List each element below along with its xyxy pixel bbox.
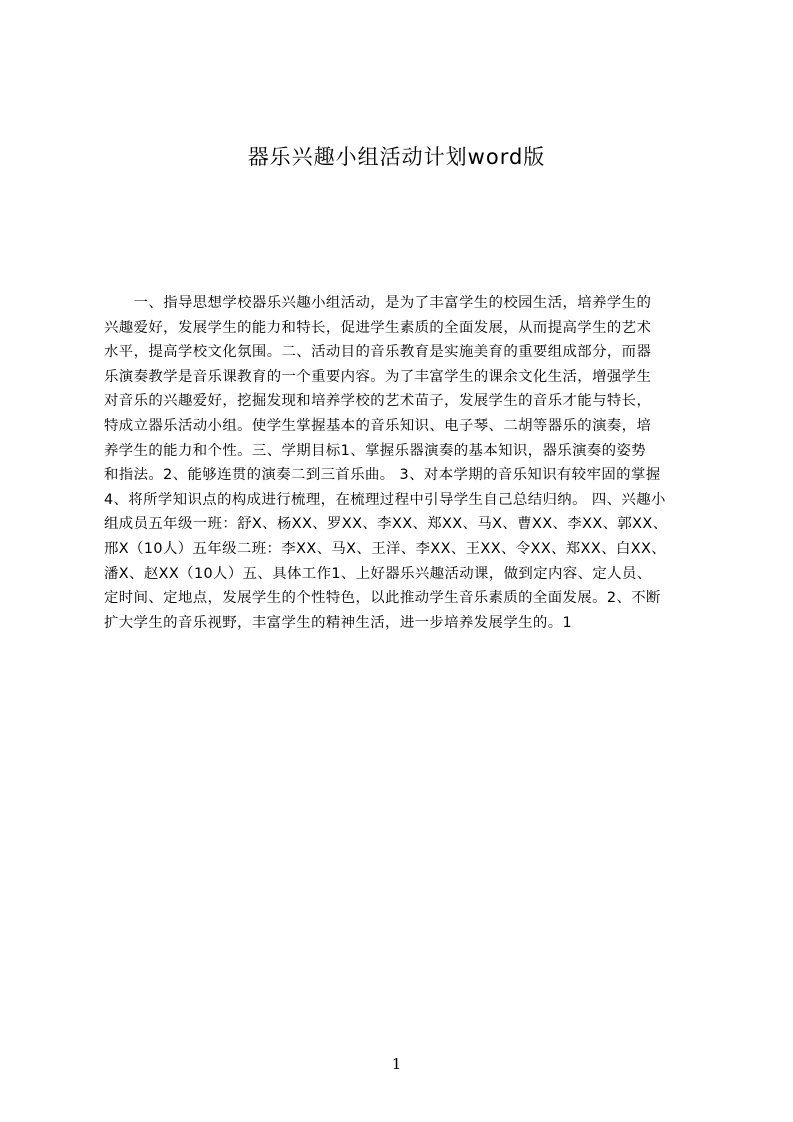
- body-line: 兴趣爱好，发展学生的能力和特长，促进学生素质的全面发展，从而提高学生的艺术: [104, 319, 652, 336]
- document-body: [104, 291, 696, 635]
- body-line: 邢X（10人）五年级二班：李XX、马X、王洋、李XX、王XX、令XX、郑XX、白XX、: [104, 540, 667, 557]
- body-line: 一、指导思想学校器乐兴趣小组活动，是为了丰富学生的校园生活，培养学生的: [104, 295, 652, 311]
- body-line: 特成立器乐活动小组。使学生掌握基本的音乐知识、电子琴、二胡等器乐的演奏，培: [104, 417, 652, 434]
- body-line: 4、将所学知识点的构成进行梳理，在梳理过程中引导学生自己总结归纳。 四、兴趣小: [104, 491, 666, 508]
- body-line: 乐演奏教学是音乐课教育的一个重要内容。为了丰富学生的课余文化生活，增强学生: [104, 368, 652, 385]
- body-line: 养学生的能力和个性。三、学期目标1、掌握乐器演奏的基本知识，器乐演奏的姿势: [104, 442, 647, 459]
- body-line: 组成员五年级一班：舒X、杨XX、罗XX、李XX、郑XX、马X、曹XX、李XX、郭XX、: [104, 516, 668, 533]
- page-number: 1: [391, 1055, 402, 1073]
- body-line: 水平，提高学校文化氛围。二、活动目的音乐教育是实施美育的重要组成部分，而器: [104, 344, 652, 361]
- body-line: 对音乐的兴趣爱好，挖掘发现和培养学校的艺术苗子，发展学生的音乐才能与特长，: [104, 393, 652, 410]
- body-line: 扩大学生的音乐视野，丰富学生的精神生活，进一步培养发展学生的。1: [104, 614, 573, 631]
- body-line: 定时间、定地点，发展学生的个性特色，以此推动学生音乐素质的全面发展。2、不断: [104, 590, 661, 607]
- body-line: 潘X、赵XX（10人）五、具体工作1、上好器乐兴趣活动课，做到定内容、定人员、: [104, 565, 652, 582]
- document-title: 器乐兴趣小组活动计划word版: [247, 145, 546, 169]
- body-line: 和指法。2、能够连贯的演奏二到三首乐曲。 3、对本学期的音乐知识有较牢固的掌握: [104, 467, 661, 484]
